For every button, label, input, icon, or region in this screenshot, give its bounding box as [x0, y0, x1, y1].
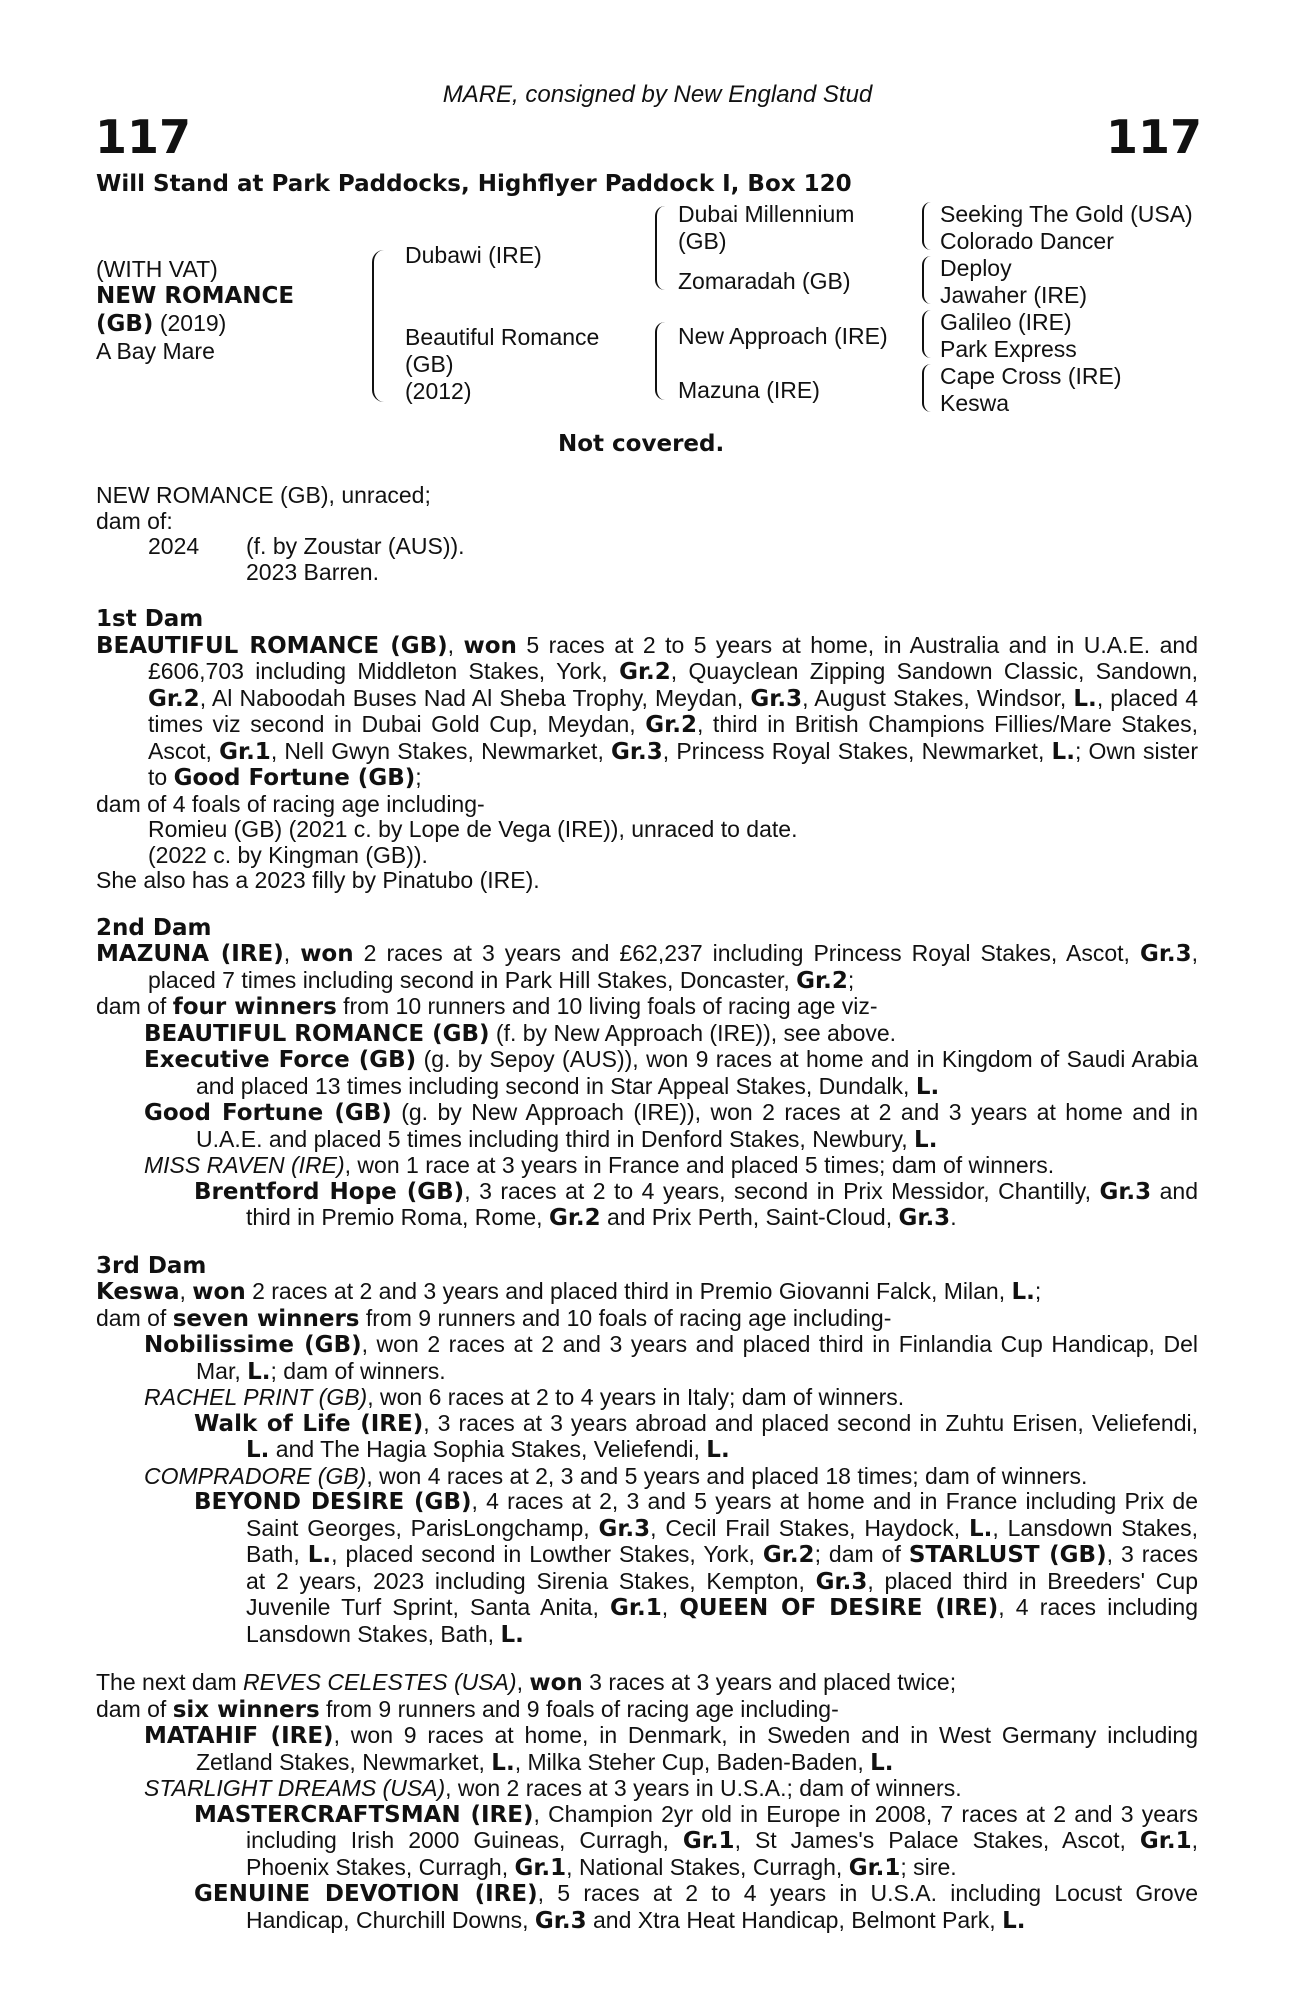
text: , won 2 races at 3 years in U.S.A.; dam of winners. [445, 1775, 962, 1801]
pedigree-dam-year: (2012) [405, 378, 472, 404]
next-dam-damof [96, 1697, 1198, 1724]
text: , won 2 races at 2 and 3 years and placed third in Finlandia Cup Handicap, Del Mar, [196, 1331, 1198, 1384]
produce-mastercraftsman [96, 1802, 1198, 1882]
text: The next dam [96, 1669, 244, 1695]
text: (g. by Sepoy (AUS)), won 9 races at home and in Kingdom of Saudi Arabia and placed 13 times including second in Star Appeal Stakes, Dundalk, [196, 1046, 1199, 1099]
listed-badge: L. [246, 1437, 270, 1463]
produce-name: COMPRADORE (GB) [144, 1462, 367, 1489]
pedigree-brace-main [372, 250, 384, 402]
listed-badge: L. [915, 1073, 940, 1100]
horse-origin-year [96, 310, 294, 338]
grade-badge: Gr.3 [611, 738, 663, 765]
pedigree-brace-dam [655, 322, 665, 400]
text: ; [415, 764, 422, 790]
pedigree-g4 [940, 363, 1121, 417]
pedigree-g4-dam: Keswa [940, 390, 1010, 416]
sister-name: Good Fortune (GB) [173, 765, 416, 791]
text: , Cecil Frail Stakes, Haydock, [650, 1514, 970, 1541]
pedigree-brace-g1 [922, 202, 931, 250]
second-dam-heading: 2nd Dam [96, 914, 212, 941]
listed-badge: L. [1051, 738, 1075, 765]
produce-compradore [96, 1464, 1198, 1490]
grade-badge: Gr.3 [1099, 1178, 1152, 1205]
produce-name: GENUINE DEVOTION (IRE) [194, 1881, 538, 1907]
text: , St James's Palace Stakes, Ascot, [734, 1827, 1140, 1853]
text: , [661, 1594, 669, 1620]
text: , 5 races at 2 to 4 years in U.S.A. including Locust Grove Handicap, Churchill Downs, [246, 1880, 1198, 1933]
text: from 10 runners and 10 living foals of racing age viz- [336, 993, 878, 1019]
pedigree-sire-sire [678, 201, 854, 255]
winners-count: six winners [172, 1696, 320, 1723]
first-dam-heading: 1st Dam [96, 606, 204, 632]
first-dam-produce-1: Romieu (GB) (2021 c. by Lope de Vega (IRE)), unraced to date. [148, 816, 798, 842]
pedigree-g2-sire: Deploy [940, 255, 1012, 281]
pedigree-sire-sire-name: Dubai Millennium [678, 201, 855, 227]
text: from 9 runners and 10 foals of racing age including- [359, 1304, 892, 1331]
grade-badge: Gr.1 [682, 1828, 735, 1854]
produce-beautiful-romance [96, 1021, 1198, 1048]
produce-name: Nobilissime (GB) [144, 1332, 362, 1358]
listed-badge: L. [491, 1749, 515, 1776]
pedigree-g3 [940, 309, 1077, 363]
produce-nobilissime [96, 1332, 1198, 1385]
listed-badge: L. [1011, 1279, 1035, 1305]
grade-badge: Gr.1 [610, 1595, 662, 1621]
produce-starlight-dreams [96, 1776, 1198, 1802]
pedigree-dam-dam: Mazuna (IRE) [678, 377, 820, 403]
first-dam-produce-2: (2022 c. by Kingman (GB)). [148, 841, 428, 868]
text: . [950, 1204, 957, 1230]
listed-badge: L. [914, 1126, 938, 1153]
produce-matahif [96, 1723, 1198, 1776]
text: , placed 7 times including second in Park Hill Stakes, Doncaster, [148, 940, 1199, 993]
text: , 4 races including Lansdown Stakes, Bath, [246, 1594, 1198, 1647]
lot-number-right: 117 [1105, 110, 1202, 164]
grade-badge: Gr.2 [645, 712, 697, 738]
text: , Phoenix Stakes, Curragh, [246, 1827, 1198, 1880]
text: , 3 races at 2 to 4 years, second in Prix Messidor, Chantilly, [464, 1177, 1100, 1204]
grade-badge: Gr.3 [534, 1907, 587, 1934]
listed-badge: L. [307, 1542, 332, 1568]
produce-rachel-print [96, 1385, 1198, 1411]
text: , Milka Steher Cup, Baden-Baden, [514, 1748, 871, 1775]
not-covered-note: Not covered. [558, 431, 725, 457]
vat-note: (WITH VAT) [96, 256, 218, 282]
text: , 3 races at 3 years abroad and placed second in Zuhtu Erisen, Veliefendi, [423, 1409, 1198, 1436]
won-label: won [463, 632, 517, 659]
text: and third in Premio Roma, Rome, [246, 1177, 1198, 1230]
text: ; dam of [814, 1541, 909, 1567]
horse-year: (2019) [159, 310, 227, 336]
text: , August Stakes, Windsor, [802, 684, 1074, 711]
grade-badge: Gr.1 [514, 1854, 567, 1881]
text: (g. by New Approach (IRE)), won 2 races at 2 and 3 years at home and in U.A.E. and placed 5 times including third in Denford Stakes, Newbury, [196, 1099, 1198, 1152]
text: , Champion 2yr old in Europe in 2008, 7 races at 2 and 3 years including Irish 2000 Guineas, Curragh, [246, 1800, 1199, 1853]
text: (f. by New Approach (IRE)), see above. [489, 1019, 897, 1046]
produce-name: BEAUTIFUL ROMANCE (GB) [144, 1020, 490, 1047]
produce-name: BEYOND DESIRE (GB) [194, 1489, 472, 1515]
listed-badge: L. [1073, 685, 1097, 712]
grade-badge: Gr.3 [1139, 941, 1192, 967]
produce-beyond-desire [96, 1489, 1198, 1648]
text: , Quayclean Zipping Sandown Classic, Sandown, [670, 658, 1198, 684]
produce-name: Walk of Life (IRE) [194, 1410, 424, 1437]
pedigree-g1 [940, 201, 1193, 255]
consignment-line: MARE, consigned by New England Stud [442, 81, 873, 108]
text: , [516, 1669, 530, 1695]
text: , won 6 races at 2 to 4 years in Italy; dam of winners. [367, 1384, 905, 1410]
pedigree-dam [405, 324, 599, 405]
lot-number-left: 117 [95, 110, 192, 164]
next-dam-name: REVES CELESTES (USA) [243, 1669, 517, 1695]
text: ; dam of winners. [270, 1357, 446, 1384]
text: dam of [96, 1304, 173, 1331]
pedigree-g2 [940, 255, 1087, 309]
text: , National Stakes, Curragh, [566, 1853, 849, 1880]
grade-badge: Gr.3 [750, 685, 803, 712]
produce-name: Good Fortune (GB) [144, 1100, 392, 1126]
text: , Princess Royal Stakes, Newmarket, [662, 737, 1052, 764]
pedigree-g3-dam: Park Express [940, 336, 1077, 362]
pedigree-g1-sire: Seeking The Gold (USA) [940, 201, 1193, 227]
horse-block [96, 256, 294, 365]
produce-2023: 2023 Barren. [246, 558, 379, 585]
grade-badge: Gr.1 [1139, 1828, 1192, 1854]
produce-good-fortune [96, 1100, 1198, 1153]
listed-badge: L. [1002, 1907, 1026, 1934]
produce-name: Executive Force (GB) [144, 1047, 417, 1073]
text: dam of [96, 1695, 173, 1722]
winners-count: seven winners [172, 1305, 360, 1332]
produce-foal: (f. by Zoustar (AUS)). [246, 533, 465, 559]
first-dam-damof: dam of 4 foals of racing age including- [96, 790, 485, 817]
text: , third in British Champions Fillies/Mare Stakes, Ascot, [148, 711, 1198, 764]
catalogue-body [96, 483, 1198, 1934]
text: 2 races at 3 years and £62,237 including Princess Royal Stakes, Ascot, [353, 940, 1140, 966]
text: ; [1034, 1278, 1042, 1304]
produce-name: QUEEN OF DESIRE (IRE) [679, 1595, 999, 1621]
produce-genuine-devotion [96, 1881, 1198, 1934]
horse-description: A Bay Mare [96, 338, 215, 364]
produce-brentford-hope [96, 1179, 1198, 1232]
pedigree-brace-g3 [922, 310, 931, 358]
text: dam of [96, 993, 173, 1019]
pedigree-brace-g2 [922, 256, 931, 304]
grade-badge: Gr.3 [815, 1568, 868, 1595]
winners-count: four winners [172, 994, 337, 1020]
grade-badge: Gr.3 [898, 1205, 951, 1231]
pedigree-sire: Dubawi (IRE) [405, 242, 542, 268]
text: from 9 runners and 9 foals of racing age including- [319, 1695, 839, 1722]
grade-badge: Gr.1 [219, 738, 271, 765]
produce-miss-raven [96, 1153, 1198, 1179]
grade-badge: Gr.2 [762, 1542, 815, 1568]
pedigree-sire-sire-origin: (GB) [678, 228, 727, 254]
text: ; sire. [900, 1853, 957, 1880]
text: 3 races at 3 years and placed twice; [582, 1669, 957, 1695]
text: and Prix Perth, Saint-Cloud, [600, 1204, 899, 1230]
text: , placed 4 times viz second in Dubai Gold Cup, Meydan, [148, 684, 1198, 737]
produce-name: STARLIGHT DREAMS (USA) [144, 1775, 446, 1801]
second-dam-damof [96, 994, 1198, 1021]
pedigree-dam-name: Beautiful Romance [405, 324, 600, 350]
text: , 3 races at 2 years, 2023 including Sirenia Stakes, Kempton, [246, 1541, 1198, 1594]
text: , won 1 race at 3 years in France and placed 5 times; dam of winners. [344, 1152, 1055, 1178]
produce-walk-of-life [96, 1411, 1198, 1464]
pedigree-dam-origin: (GB) [405, 351, 454, 377]
third-dam-name: Keswa [96, 1279, 180, 1305]
grade-badge: Gr.3 [598, 1515, 651, 1542]
pedigree-g1-dam: Colorado Dancer [940, 228, 1114, 254]
third-dam-record: Keswa, won 2 races at 2 and 3 years and placed third in Premio Giovanni Falck, Milan, L.; [96, 1278, 1042, 1305]
pedigree-g3-sire: Galileo (IRE) [940, 309, 1072, 335]
produce-name: STARLUST (GB) [908, 1542, 1107, 1568]
text: , Al Naboodah Buses Nad Al Sheba Trophy, Meydan, [199, 684, 751, 711]
listed-badge: L. [870, 1749, 894, 1776]
pedigree-dam-sire: New Approach (IRE) [678, 323, 888, 349]
pedigree-g2-dam: Jawaher (IRE) [940, 282, 1087, 308]
text: ; Own sister to [148, 737, 1198, 790]
pedigree-sire-dam: Zomaradah (GB) [678, 268, 851, 294]
listed-badge: L. [706, 1437, 730, 1463]
first-dam-also: She also has a 2023 filly by Pinatubo (IRE). [96, 867, 540, 893]
text: , 4 races at 2, 3 and 5 years at home and in France including Prix de Saint Georges, ParisLongchamp, [246, 1488, 1198, 1541]
stand-location: Will Stand at Park Paddocks, Highflyer Paddock I, Box 120 [96, 171, 852, 197]
third-dam-damof [96, 1306, 1198, 1333]
produce-name: RACHEL PRINT (GB) [144, 1384, 368, 1410]
pedigree-brace-g4 [922, 364, 931, 412]
grade-badge: Gr.2 [148, 685, 200, 712]
grade-badge: Gr.2 [619, 659, 671, 685]
won-label: won [192, 1279, 246, 1305]
text: , won 4 races at 2, 3 and 5 years and placed 18 times; dam of winners. [366, 1462, 1088, 1489]
produce-executive-force [96, 1047, 1198, 1100]
intro-line: NEW ROMANCE (GB), unraced; [96, 482, 431, 508]
produce-name: MASTERCRAFTSMAN (IRE) [194, 1801, 534, 1828]
first-dam-record: BEAUTIFUL ROMANCE (GB), won 5 races at 2 to 5 years at home, in Australia and in U.A.E. and £606,703 including Middleton Stakes, York, Gr.2, Quayclean Zipping Sandown Classic, Sandown, Gr.2, Al Naboodah Buses Nad Al Sheba Trophy, Meydan, Gr.3, August Stakes, Windsor, L., placed 4 times viz second in Dubai Gold Cup, Meydan, Gr.2, third in British Champions Fillies/Mare Stakes, Ascot, Gr.1, Nell Gwyn Stakes, Newmarket, Gr.3, Princess Royal Stakes, Newmarket, L.; Own sister to Good Fortune (GB); [96, 631, 1198, 791]
pedigree-brace-sire [655, 206, 665, 290]
grade-badge: Gr.1 [848, 1854, 901, 1881]
text: , placed second in Lowther Stakes, York, [331, 1541, 763, 1567]
horse-name: NEW ROMANCE [96, 283, 295, 309]
produce-name: MATAHIF (IRE) [144, 1723, 334, 1749]
produce-name: Brentford Hope (GB) [194, 1178, 465, 1205]
text: , placed third in Breeders' Cup Juvenile Turf Sprint, Santa Anita, [246, 1567, 1198, 1620]
text: and Xtra Heat Handicap, Belmont Park, [586, 1906, 1003, 1933]
pedigree-g4-sire: Cape Cross (IRE) [940, 363, 1122, 389]
first-dam-name: BEAUTIFUL ROMANCE (GB) [96, 632, 448, 659]
horse-origin: (GB) [96, 311, 154, 337]
text: ; [847, 966, 855, 993]
produce-2024 [96, 534, 1198, 560]
won-label: won [529, 1670, 583, 1696]
text: 5 races at 2 to 5 years at home, in Australia and in U.A.E. and £606,703 including Middleton Stakes, York, [148, 631, 1198, 684]
produce-name: MISS RAVEN (IRE) [144, 1152, 345, 1178]
grade-badge: Gr.2 [548, 1205, 601, 1231]
won-label: won [300, 941, 354, 967]
text: and The Hagia Sophia Stakes, Veliefendi, [269, 1436, 707, 1462]
intro-damof: dam of: [96, 507, 173, 534]
text: 2 races at 2 and 3 years and placed third in Premio Giovanni Falck, Milan, [245, 1278, 1012, 1304]
text: , won 9 races at home, in Denmark, in Sweden and in West Germany including Zetland Stakes, Newmarket, [196, 1722, 1199, 1775]
third-dam-heading: 3rd Dam [96, 1252, 207, 1279]
text: , Lansdown Stakes, Bath, [246, 1514, 1198, 1567]
listed-badge: L. [969, 1515, 993, 1542]
second-dam-name: MAZUNA (IRE) [96, 941, 284, 967]
listed-badge: L. [247, 1358, 271, 1385]
next-dam-record [96, 1670, 1198, 1697]
produce-year: 2024 [148, 533, 200, 559]
second-dam-record: MAZUNA (IRE), won 2 races at 3 years and £62,237 including Princess Royal Stakes, Ascot, Gr.3, placed 7 times including second in Park Hill Stakes, Doncaster, Gr.2; [96, 940, 1199, 994]
text: , Nell Gwyn Stakes, Newmarket, [270, 737, 612, 764]
listed-badge: L. [500, 1621, 524, 1648]
grade-badge: Gr.2 [796, 967, 848, 994]
